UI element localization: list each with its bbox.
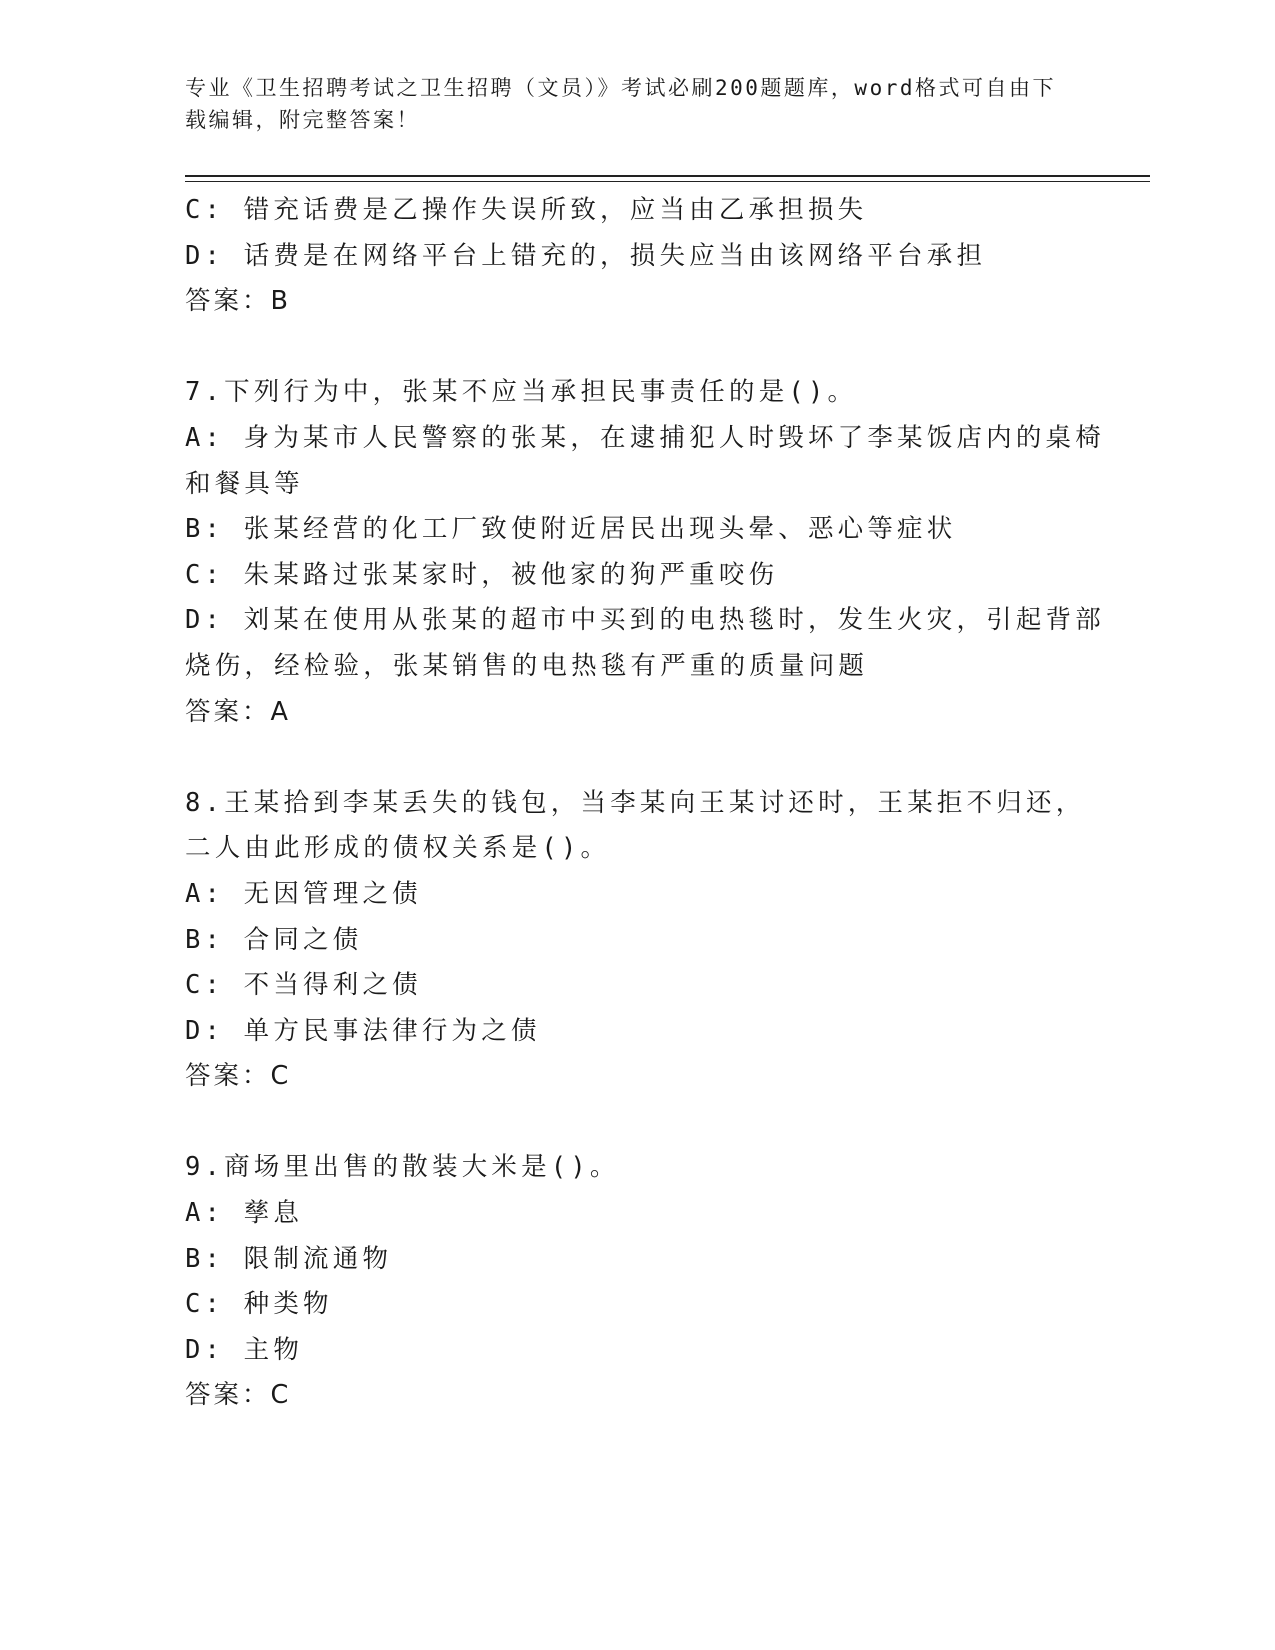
option-c: C: 不当得利之债 <box>185 970 422 1001</box>
question-stem-continued: 二人由此形成的债权关系是()。 <box>185 833 611 864</box>
question-stem: 7.下列行为中，张某不应当承担民事责任的是()。 <box>185 377 858 408</box>
option-a-continued: 和餐具等 <box>185 468 304 499</box>
option-a: A: 身为某市人民警察的张某，在逮捕犯人时毁坏了李某饭店内的桌椅 <box>185 422 1105 453</box>
document-body <box>185 188 1105 1419</box>
option-b: B: 合同之债 <box>185 924 363 955</box>
option-d: D: 主物 <box>185 1334 304 1365</box>
header-divider-thin <box>185 181 1150 182</box>
option-d: D: 话费是在网络平台上错充的，损失应当由该网络平台承担 <box>185 240 987 271</box>
answer-line: 答案：B <box>185 286 291 317</box>
spacer <box>185 325 1085 371</box>
answer-line: 答案：A <box>185 696 291 727</box>
answer-line: 答案：C <box>185 1061 292 1092</box>
option-c: C: 种类物 <box>185 1289 333 1320</box>
option-a: A: 孳息 <box>185 1198 304 1229</box>
option-b: B: 张某经营的化工厂致使附近居民出现头晕、恶心等症状 <box>185 514 957 545</box>
spacer <box>185 735 1085 781</box>
option-a: A: 无因管理之债 <box>185 878 422 909</box>
option-c: C: 错充话费是乙操作失误所致，应当由乙承担损失 <box>185 195 868 225</box>
question-stem: 9.商场里出售的散装大米是()。 <box>185 1152 620 1183</box>
option-d-continued: 烧伤，经检验，张某销售的电热毯有严重的质量问题 <box>185 650 869 681</box>
option-b: B: 限制流通物 <box>185 1243 393 1274</box>
option-d: D: 刘某在使用从张某的超市中买到的电热毯时，发生火灾，引起背部 <box>185 605 1105 636</box>
header-divider-thick <box>185 175 1150 177</box>
spacer <box>185 1100 1085 1146</box>
answer-line: 答案：C <box>185 1380 292 1411</box>
question-stem: 8.王某拾到李某丢失的钱包，当李某向王某讨还时，王某拒不归还， <box>185 787 1086 818</box>
document-header: 专业《卫生招聘考试之卫生招聘（文员）》考试必刷200题题库，word格式可自由下载编辑，附完整答案！ <box>185 76 1056 132</box>
option-c: C: 朱某路过张某家时，被他家的狗严重咬伤 <box>185 559 779 590</box>
option-d: D: 单方民事法律行为之债 <box>185 1015 541 1046</box>
